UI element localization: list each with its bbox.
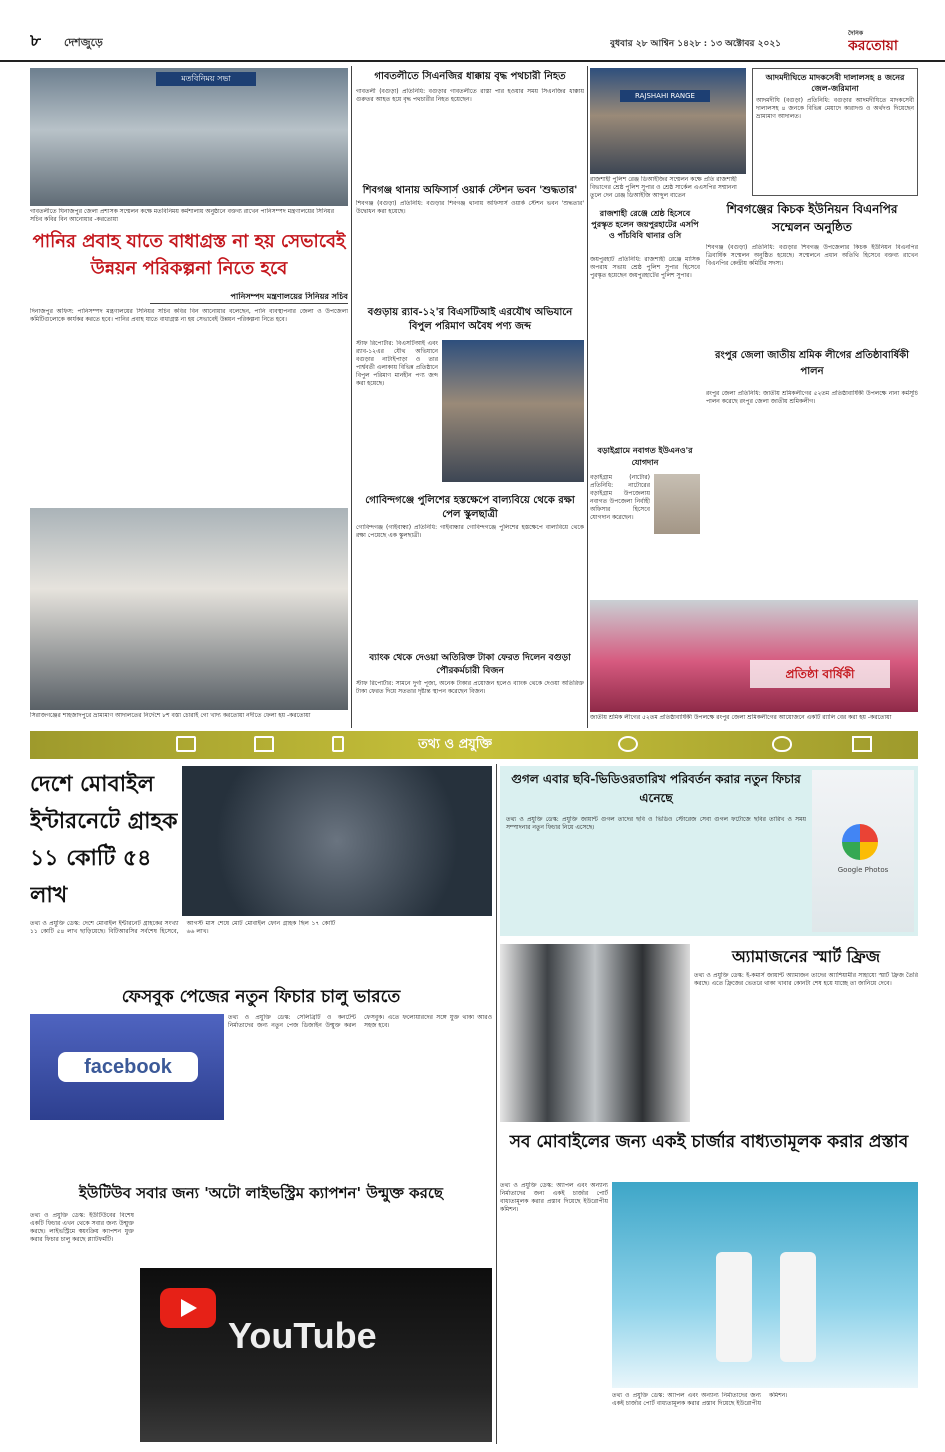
- issue-date: বুধবার ২৮ আশ্বিন ১৪২৮ : ১৩ অক্টোবর ২০২১: [610, 39, 782, 49]
- apple-icon: [772, 736, 792, 752]
- baraigram-body: বড়াইগ্রাম (নাটোর) প্রতিনিধি: নাটোরের বড়াইগ্রাম উপজেলায় নবাগত উপজেলা নির্বাহী অফিসার হিসেবে যোগদান করেছেন।: [590, 474, 650, 522]
- meeting-byline: পানিসম্পদ মন্ত্রণালয়ের সিনিয়র সচিব: [150, 292, 348, 304]
- charger-body-continued: তথ্য ও প্রযুক্তি ডেস্ক: অ্যাপল এবং অন্যান্য নির্মাতাদের জন্য একই চার্জার পোর্ট বাধ্যতামূলক করার প্রস্তাব দিয়েছে ইউরোপীয় কমিশন।: [612, 1392, 788, 1408]
- kichak-headline: শিবগঞ্জের কিচক ইউনিয়ন বিএনপির সম্মেলন অনুষ্ঠিত: [726, 202, 898, 234]
- rajshahi-caption: রাজশাহী পুলিশ রেঞ্জ ডিআইজির সম্মেলন কক্ষে প্রতি রাজশাহী বিভাগের শ্রেষ্ঠ পুলিশ সুপার ও শ্রেষ্ঠ সার্কেল এএসপির সম্মাননা তুলে দেন রেঞ্জ ডিআইজি আব্দুল বাতেন: [590, 176, 737, 200]
- rally-photo: [590, 600, 918, 712]
- google-photos-logo: Google Photos: [837, 866, 889, 874]
- column-rule: [351, 66, 352, 728]
- google-photos-icon: [842, 824, 878, 860]
- meeting-photo: [30, 68, 348, 206]
- google-photos-body: তথ্য ও প্রযুক্তি ডেস্ক: প্রযুক্তি জায়ান্ট গুগল তাদের ছবি ও ভিডিও স্টোরেজ সেবা গুগল ফটোজে ছবির তারিখ ও সময় সম্পাদনার নতুন ফিচার নিয়ে এসেছে।: [506, 816, 806, 832]
- play-icon: [181, 1299, 197, 1317]
- gobindaganj-headline: গোবিন্দগঞ্জে পুলিশের হস্তক্ষেপে বাল্যবিয়ে থেকে রক্ষা পেল স্কুলছাত্রী: [365, 495, 575, 520]
- windows-icon: [852, 736, 872, 752]
- tech-section-title: তথ্য ও প্রযুক্তি: [418, 737, 493, 752]
- sacks-photo: [30, 508, 348, 710]
- rab-photo: [442, 340, 584, 482]
- rangpur-headline: রংপুর জেলা জাতীয় শ্রমিক লীগের প্রতিষ্ঠাবার্ষিকী পালন: [715, 350, 909, 377]
- sacks-caption: সিরাজগঞ্জের শাহজাদপুরে ভ্রাম্যমাণ আদালতের নির্দেশে ৮শ বস্তা চোরাই গো খাদ্য করতোয়া নদীতে ফেলা হয় -করতোয়া: [30, 712, 311, 719]
- rangpur-body: রংপুর জেলা প্রতিনিধি: জাতীয় শ্রমিকলীগের ৫২তম প্রতিষ্ঠাবার্ষিকী উপলক্ষে নানা কর্মসূচি পালন করেছে রংপুর জেলা জাতীয় শ্রমিকলীগ।: [706, 390, 918, 406]
- rab-headline: বগুড়ায় র‍্যাব-১২'র বিএসটিআই এরযৌথ অভিযানে বিপুল পরিমাণ অবৈধ পণ্য জব্দ: [367, 307, 573, 332]
- newspaper-logo: [848, 30, 918, 56]
- meeting-body: দিনাজপুর অফিস: পানিসম্পদ মন্ত্রণালয়ের সিনিয়র সচিব কবির বিন আনোয়ার বলেছেন, পানি ব্যবস্থাপনার জেলা ও উপজেলা কমিটিগুলোকে কার্যকর করতে হবে। পানির প্রবাহ যাতে বাধাগ্রস্ত না হয় সেভাবেই উন্নয়ন পরিকল্পনা নিতে হবে।: [30, 308, 348, 324]
- meeting-caption: গাবতলীতে ঘিনাজপুর জেলা প্রশাসক সম্মেলন কক্ষে মতবিনিময় কর্মশালায় অনুষ্ঠানে বক্তব্য রাখেন পানিসম্পদ মন্ত্রণালয়ের সিনিয়র সচিব কবির বিন আনোয়ার -করতোয়া: [30, 208, 335, 224]
- shibganj-station-headline: শিবগঞ্জ থানায় অফিসার্স ওয়ার্ক স্টেশন ভবন 'শুদ্ধতার': [362, 185, 578, 196]
- rajshahi-headline: রাজশাহী রেঞ্জে শ্রেষ্ঠ হিসেবে পুরস্কৃত হলেন জয়পুরহাটের এসপি ও পাঁচবিবি থানার ওসি: [591, 208, 699, 240]
- rally-banner: প্রতিষ্ঠা বার্ষিকী: [750, 660, 890, 688]
- rajshahi-banner: RAJSHAHI RANGE: [620, 90, 710, 102]
- section-title: দেশজুড়ে: [64, 36, 103, 49]
- meeting-banner: মতবিনিময় সভা: [156, 72, 256, 86]
- rab-body: স্টাফ রিপোর্টার: বিএসটিআই এবং র‍্যাব-১২এর যৌথ অভিযানে বগুড়ার নাটাইপাড়া ও তার পার্শ্ববর্তী এলাকায় বিভিন্ন প্রতিষ্ঠানে বিপুল পরিমাণ মানহীন পণ্য জব্দ করা হয়েছে।: [356, 340, 438, 388]
- youtube-photo: [140, 1268, 492, 1442]
- page-number: ৮: [30, 31, 42, 51]
- shibganj-station-body: শিবগঞ্জ (বগুড়া) প্রতিনিধি: বগুড়ার শিবগঞ্জ থানায় অফিসার্স ওয়ার্ক স্টেশন ভবন 'শুদ্ধতার' উদ্বোধন করা হয়েছে।: [356, 200, 584, 216]
- youtube-logo: YouTube: [228, 1315, 377, 1356]
- charger-headline: সব মোবাইলের জন্য একই চার্জার বাধ্যতামূলক করার প্রস্তাব: [509, 1132, 909, 1152]
- cable-plug-right: [780, 1252, 816, 1362]
- facebook-body: তথ্য ও প্রযুক্তি ডেস্ক: সেলিব্রিটি ও কনটেন্ট নির্মাতাদের জন্য নতুন পেজ ডিজাইন উন্মুক্ত করল ফেসবুক। এতে ফলোয়ারদের সঙ্গে যুক্ত থাকা আরও সহজ হবে।: [228, 1014, 492, 1030]
- page-header: [0, 0, 945, 62]
- google-photos-box: [500, 766, 918, 936]
- facebook-headline: ফেসবুক পেজের নতুন ফিচার চালু ভারতে: [121, 987, 401, 1007]
- logo-title: করতোয়া: [848, 38, 898, 54]
- fridge-photo: [500, 944, 690, 1122]
- youtube-headline: ইউটিউব সবার জন্য 'অটো লাইভস্ট্রিম ক্যাপশন' উন্মুক্ত করছে: [78, 1184, 443, 1202]
- planet-icon: [618, 736, 638, 752]
- adamdighi-headline: আদমদীঘিতে মাদকসেবী দালালসহ ৪ জনের জেল-জরিমানা: [765, 72, 905, 93]
- laptop-icon: [254, 736, 274, 752]
- mobile-internet-body: তথ্য ও প্রযুক্তি ডেস্ক: দেশে মোবাইল ইন্টারনেট গ্রাহকের সংখ্যা ১১ কোটি ৫৪ লাখ ছাড়িয়েছে। বিটিআরসির সর্বশেষ হিসেবে, আগস্ট মাস শেষে মোট মোবাইল ফোন গ্রাহক ছিল ১৭ কোটি ৬৬ লাখ।: [30, 920, 336, 936]
- rajshahi-photo: [590, 68, 746, 174]
- youtube-body: তথ্য ও প্রযুক্তি ডেস্ক: ইউটিউবের বিশেষ একটি ফিচার এখন থেকে সবার জন্য উন্মুক্ত করছে। লাইভস্ট্রিমে স্বয়ংক্রিয় ক্যাপশন যুক্ত করার ফিচার চালু করছে প্ল্যাটফর্মটি।: [30, 1212, 134, 1244]
- gobindaganj-body: গোবিন্দগঞ্জ (গাইবান্ধা) প্রতিনিধি: গাইবান্ধার গোবিন্দগঞ্জে পুলিশের হস্তক্ষেপে বাল্যবিয়ে থেকে রক্ষা পেয়েছে এক স্কুলছাত্রী।: [356, 524, 584, 540]
- google-photos-image: [812, 770, 914, 932]
- facebook-photo: [30, 1014, 224, 1120]
- amazon-fridge-headline: অ্যামাজনের স্মার্ট ফ্রিজ: [731, 947, 881, 966]
- baraigram-headline: বড়াইগ্রামে নবাগত ইউএনও'র যোগদান: [597, 445, 693, 467]
- cable-plug-left: [716, 1252, 752, 1362]
- kichak-body: শিবগঞ্জ (বগুড়া) প্রতিনিধি: বগুড়ার শিবগঞ্জ উপজেলার কিচক ইউনিয়ন বিএনপির ত্রিবার্ষিক সম্মেলন অনুষ্ঠিত হয়েছে। সম্মেলনে প্রধান অতিথি হিসেবে বক্তব্য রাখেন বিএনপির কেন্দ্রীয় কমিটির সদস্য।: [706, 244, 918, 268]
- mobile-icon: [332, 736, 344, 752]
- column-rule: [496, 764, 497, 1444]
- charger-body: তথ্য ও প্রযুক্তি ডেস্ক: অ্যাপল এবং অন্যান্য নির্মাতাদের জন্য একই চার্জার পোর্ট বাধ্যতামূলক করার প্রস্তাব দিয়েছে ইউরোপীয় কমিশন।: [500, 1182, 608, 1214]
- logo-prefix: দৈনিক: [848, 30, 864, 37]
- gabtali-headline: গাবতলীতে সিএনজির ধাক্কায় বৃদ্ধ পথচারী নিহত: [374, 71, 566, 82]
- rally-caption: জাতীয় শ্রমিক লীগের ৫২তম প্রতিষ্ঠাবার্ষিকী উপলক্ষে রংপুর জেলা শ্রমিকলীগের আয়োজনে একটি র‍্যালি বের করা হয় -করতোয়া: [590, 714, 892, 721]
- phones-photo: [182, 766, 492, 916]
- charger-photo: [612, 1182, 918, 1388]
- uno-photo: [654, 474, 700, 534]
- mobile-internet-headline: দেশে মোবাইল ইন্টারনেটে গ্রাহক ১১ কোটি ৫৪ লাখ: [30, 771, 178, 908]
- amazon-fridge-body: তথ্য ও প্রযুক্তি ডেস্ক: ই-কমার্স জায়ান্ট অ্যামাজন তাদের অ্যাশিয়ামীর সাহায্যে স্মার্ট ফ্রিজ তৈরি করছে। এতে ফ্রিজের ভেতরে থাকা খাবার কোনটা শেষ হয়ে যাচ্ছে তা জানিয়ে দেবে।: [694, 972, 918, 988]
- gabtali-body: গাবতলী (বগুড়া) প্রতিনিধি: বগুড়ার গাবতলীতে রাস্তা পার হওয়ার সময় সিএনজির ধাক্কায় গুরুতর আহত হয়ে বৃদ্ধ পথচারীর নিহত হয়েছেন।: [356, 88, 584, 104]
- column-rule: [587, 66, 588, 728]
- adamdighi-box: [752, 68, 918, 196]
- facebook-logo: facebook: [58, 1052, 198, 1082]
- meeting-headline: পানির প্রবাহ যাতে বাধাগ্রস্ত না হয় সেভাবেই উন্নয়ন পরিকল্পনা নিতে হবে: [32, 231, 346, 279]
- bank-headline: ব্যাংক থেকে দেওয়া অতিরিক্ত টাকা ফেরত দিলেন বগুড়া পৌরকর্মচারী বিজন: [369, 653, 571, 676]
- google-photos-headline: গুগল এবার ছবি-ভিডিওরতারিখ পরিবর্তন করার নতুন ফিচার এনেছে: [511, 772, 801, 805]
- adamdighi-body: আদমদীঘি (বগুড়া) প্রতিনিধি: বগুড়ার আদমদীঘিতে মাদকসেবী দালালসহ ৪ জনকে বিভিন্ন মেয়াদে কারাদণ্ড ও অর্থদণ্ড দিয়েছেন ভ্রাম্যমাণ আদালত।: [756, 97, 914, 121]
- bank-body: স্টাফ রিপোর্টার: সামনে দুর্গা পূজা, অনেক টাকার প্রয়োজন হলেও ব্যাংক থেকে দেওয়া অতিরিক্ত টাকা ফেরত দিয়ে সততার দৃষ্টান্ত স্থাপন করেছেন বিজন।: [356, 680, 584, 696]
- monitor-icon: [176, 736, 196, 752]
- rajshahi-body: জয়পুরহাট প্রতিনিধি: রাজশাহী রেঞ্জে মাসিক অপরাধ সভায় শ্রেষ্ঠ পুলিশ সুপার হিসেবে পুরস্কৃত হয়েছেন জয়পুরহাটের পুলিশ সুপার।: [590, 256, 700, 280]
